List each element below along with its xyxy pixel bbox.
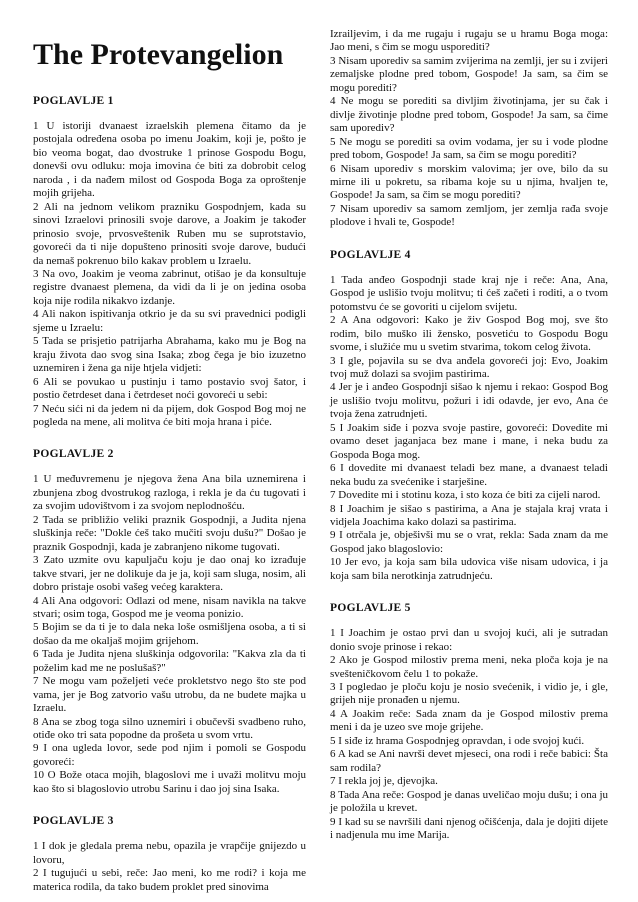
right-column [330,28,608,842]
verse: 5 I siđe iz hrama Gospodnjeg opravdan, i ode svojoj kući. [330,734,585,747]
chapter-heading: POGLAVLJE 2 [33,448,114,461]
chapter-heading: POGLAVLJE 4 [330,248,411,261]
document-title: The Protevangelion [33,38,284,71]
verse: 3 I pogledao je ploču koju je nosio svećenik, i vidio je, i gle, grijeh nije pronađen u njemu. [330,681,608,707]
verse: 2 Tada se približio veliki praznik Gospodnji, a Judita njena sluškinja reče: "Dokle ćeš tako mučiti svoju dušu?" Došao je praznik Gospodnji, kada je zabranjeno nikome tugovati. [33,513,306,553]
verse: 4 Ne mogu se porediti sa divljim životinjama, jer su čak i divlje životinje plodne pred tobom, Gospode! Ja sam, sa čime sam uporediv? [330,95,608,135]
verse: 2 Ako je Gospod milostiv prema meni, neka ploča koja je na svešteničkovom čelu 1 to pokaže. [330,654,608,680]
verse: 7 I rekla joj je, djevojka. [330,775,438,788]
verse: 6 Tada je Judita njena sluškinja odgovorila: "Kakva zla da ti poželim kad me ne poslušaš?" [33,648,306,674]
verse: 8 Ana se zbog toga silno uznemiri i obučevši svadbeno ruho, otiđe oko tri sata popodne da prošeta u svom vrtu. [33,715,306,742]
verse: 5 I Joakim siđe i pozva svoje pastire, govoreći: Dovedite mi ovamo deset jaganjaca bez mane i mane, i neka budu za Gospoda Boga mog. [330,421,608,461]
verse: 3 I gle, pojavila su se dva anđela govoreći joj: Evo, Joakim tvoj muž dolazi sa svojim pastirima. [330,354,608,380]
verse: 2 A Ana odgovori: Kako je živ Gospod Bog moj, sve što rodim, bilo muško ili žensko, posvetiću to Gospodu Bogu svome, i služiće mu u svetim stvarima, tokom celog života. [330,314,608,354]
verse: 1 U istoriji dvanaest izraelskih plemena čitamo da je postojala određena osoba po imenu Joakim, koji je, pošto je bio veoma bogat, dao dvostruke 1 prinose Gospodu Bogu, donevši ovu odluku: moja imovina će biti za dobrobit celog naroda , i da nađem milost od Gospoda Boga za oproštenje mojih grijeha. [33,120,306,200]
verse: 4 A Joakim reče: Sada znam da je Gospod milostiv prema meni i da je uzeo sve moje grijehe. [330,707,608,734]
verse: 8 Tada Ana reče: Gospod je danas uveličao moju dušu; i ona ju je položila u krevet. [330,788,608,815]
verse: 2 Ali na jednom velikom prazniku Gospodnjem, kada su sinovi Izraelovi prinosili svoje darove, a Joakim je također prinosio svoje, prvosveštenik Ruben mu se suprotstavio, govoreći da ti nije dopušteno prinositi svoje darove, budući da nemaš pokrenuo bilo kakav problem u Izraelu. [33,200,306,267]
verse: 6 Ali se povukao u pustinju i tamo postavio svoj šator, i postio četrdeset dana i četrdeset noći govoreći u sebi: [33,375,306,402]
verse: 2 I tugujući u sebi, reče: Jao meni, ko me rodi? i koja me materica rodila, da tako budem proklet pred sinovima [33,867,306,893]
verse: 7 Nisam uporediv sa samom zemljom, jer zemlja rađa svoje plodove i hvali te, Gospode! [330,202,608,229]
verse: 9 I otrčala je, obješivši mu se o vrat, rekla: Sada znam da me Gospod jako blagoslovio: [330,529,608,555]
chapter-heading: POGLAVLJE 1 [33,95,114,107]
verse: 7 Ne mogu vam poželjeti veće prokletstvo nego što ste pod vama, jer je Bog zatvorio vašu utrobu, da ne budete majka u Izraelu. [33,675,306,715]
chapter-heading: POGLAVLJE 3 [33,815,114,828]
verse: 3 Na ovo, Joakim je veoma zabrinut, otišao je da konsultuje registre dvanaest plemena, da vidi da li je on jedina osoba koja nije rodila nikakvo izdanje. [33,267,306,307]
verse: 4 Jer je i anđeo Gospodnji sišao k njemu i rekao: Gospod Bog je uslišio tvoju molitvu, požuri i idi odavde, jer evo, Ana će tvoja žena zatrudnjeti. [330,381,608,421]
verse: 5 Tada se prisjetio patrijarha Abrahama, kako mu je Bog na kraju života dao svog sina Isaka; zbog čega je bio izuzetno uznemiren i žena ga nije htjela vidjeti: [33,335,306,375]
left-column [33,28,306,894]
verse: 10 O Bože otaca mojih, blagoslovi me i uvaži molitvu moju kao što si blagoslovio utrobu Sarinu i dao joj sina Isaka. [33,769,306,795]
verse: 6 A kad se Ani navrši devet mjeseci, ona rodi i reče babici: Šta sam rodila? [330,748,608,774]
verse: 4 Ali Ana odgovori: Odlazi od mene, nisam navikla na takve stvari; osim toga, Gospod me je veoma ponizio. [33,594,306,620]
verse: 4 Ali nakon ispitivanja otkrio je da su svi pravednici podigli sjeme u Izraelu: [33,308,306,334]
verse: 7 Dovedite mi i stotinu koza, i sto koza će biti za cijeli narod. [330,489,601,502]
verse: 5 Bojim se da ti je to dala neka loše osmišljena osoba, a ti si došao da me okaljaš mojim grijehom. [33,621,306,647]
verse: 8 I Joachim je sišao s pastirima, a Ana je stajala kraj vrata i vidjela Joachima kako dolazi sa pastirima. [330,502,608,528]
verse: 1 U međuvremenu je njegova žena Ana bila uznemirena i zbunjena zbog dvostrukog razloga, i rekla je da ću tugovati i za svojim udovištvom i za svojom neplodnošću. [33,473,306,513]
verse: 1 I Joachim je ostao prvi dan u svojoj kući, ali je sutradan donio svoje prinose i rekao: [330,627,608,653]
verse: 6 Nisam uporediv s morskim valovima; jer ove, bilo da su mirne ili u pokretu, sa ribama koje su u njima, hvaljen te, Gospode! Ja sam, sa čim se mogu porediti? [330,162,608,202]
chapter-heading: POGLAVLJE 5 [330,602,411,615]
verse: 1 I dok je gledala prema nebu, opazila je vrapčije gnijezdo u lovoru, [33,840,306,866]
verse: 10 Jer evo, ja koja sam bila udovica više nisam udovica, i ja koja sam bila nerotkinja zatrudnjeću. [330,556,608,582]
verse: Izrailjevim, i da me rugaju i rugaju se u hramu Boga moga: Jao meni, s čim se mogu usporediti? [330,28,608,54]
verse: 9 I ona ugleda lovor, sede pod njim i pomoli se Gospodu govoreći: [33,742,306,768]
verse: 5 Ne mogu se porediti sa ovim vodama, jer su i vode plodne pred tobom, Gospode! Ja sam, sa čim se mogu porediti? [330,135,608,162]
verse: 7 Neću sići ni da jedem ni da pijem, dok Gospod Bog moj ne pogleda na mene, ali molitva će biti moja hrana i piće. [33,402,306,428]
verse: 6 I dovedite mi dvanaest teladi bez mane, a dvanaest teladi neka budu za svećenike i starješine. [330,462,608,488]
verse: 3 Zato uzmite ovu kapuljaču koju je dao onaj ko izrađuje takve stvari, jer ne dolikuje da je ja, koji sam sluga, nosim, ali dobro pristaje osobi vašeg većeg karaktera. [33,554,306,594]
verse: 9 I kad su se navršili dani njenog očišćenja, dala je dojiti dijete i nadjenula mu ime Marija. [330,815,608,842]
verse: 3 Nisam uporediv sa samim zvijerima na zemlji, jer su i zvijeri zemaljske plodne pred tobom, Gospode! Ja sam, sa čim se mogu porediti? [330,54,608,94]
verse: 1 Tada anđeo Gospodnji stade kraj nje i reče: Ana, Ana, Gospod je uslišio tvoju molitvu; ti ćeš začeti i roditi, a o tvom potomstvu će se govoriti u cijelom svijetu. [330,273,608,313]
